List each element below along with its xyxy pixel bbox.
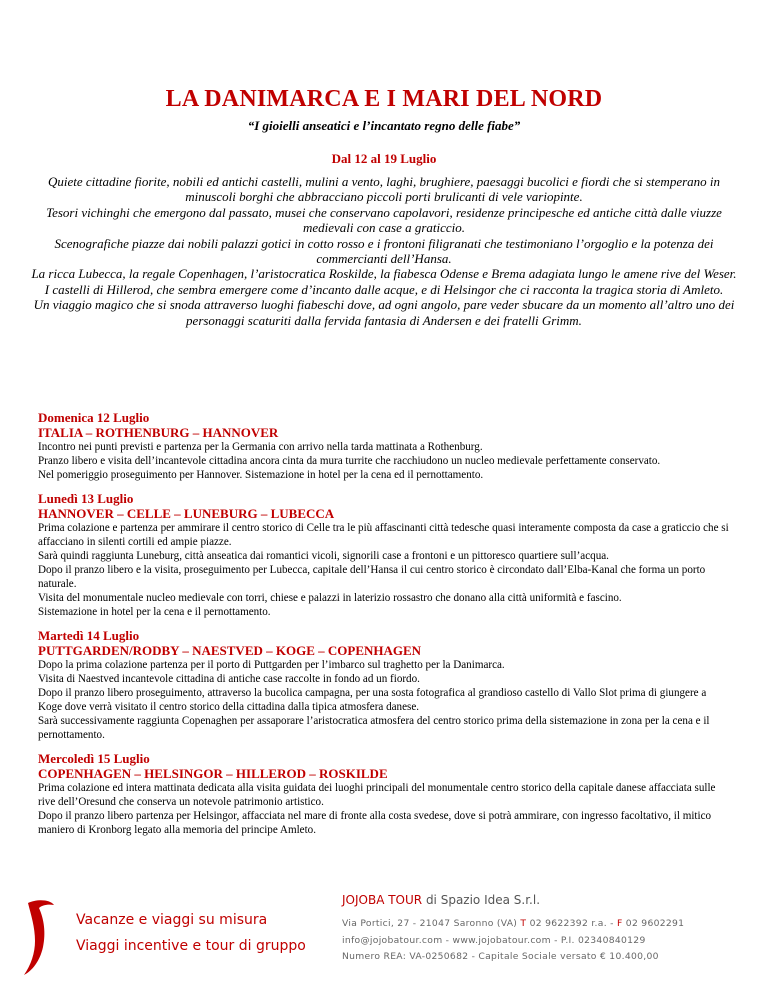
company-legal-name: di Spazio Idea S.r.l. bbox=[422, 893, 541, 907]
intro-text bbox=[24, 174, 744, 328]
intro-paragraph: Un viaggio magico che si snoda attraverso luoghi fiabeschi dove, ad ogni angolo, pare veder sbucare da un momento all’altro uno dei personaggi scaturiti dalla fervida fantasia di Andersen e dei fratelli Grimm. bbox=[33, 297, 735, 328]
company-rea: Numero REA: VA-0250682 - Capitale Sociale versato € 10.400,00 bbox=[342, 951, 659, 962]
itinerary-day bbox=[38, 628, 732, 742]
itinerary bbox=[38, 410, 732, 846]
page-subtitle: “I gioielli anseatici e l’incantato regno delle fiabe” bbox=[247, 118, 521, 133]
day-route: COPENHAGEN – HELSINGOR – HILLEROD – ROSKILDE bbox=[38, 766, 388, 781]
day-route: ITALIA – ROTHENBURG – HANNOVER bbox=[38, 425, 279, 440]
fax-number: 02 9602291 bbox=[622, 918, 685, 929]
day-paragraph: Sistemazione in hotel per la cena e il pernottamento. bbox=[38, 606, 271, 618]
company-address bbox=[342, 918, 684, 929]
fax-label: F bbox=[616, 918, 623, 929]
intro-paragraph: Quiete cittadine fiorite, nobili ed antichi castelli, mulini a vento, laghi, brughiere, paesaggi bucolici e fiordi che si stemperano in minuscoli borghi che abbracciano piccoli porti brulicanti di vele variopinte. bbox=[47, 174, 721, 205]
day-paragraph: Sarà successivamente raggiunta Copenaghen per assaporare l’aristocratica atmosfera del centro storico prima della sistemazione in zona per la cena e il pernottamento. bbox=[38, 715, 710, 741]
itinerary-day bbox=[38, 751, 732, 837]
jojoba-logo-icon bbox=[22, 897, 58, 977]
day-paragraph: Dopo il pranzo libero proseguimento, attraverso la bucolica campagna, per una sosta fotografica al grandioso castello di Vallo Slot prima di giungere a Koge dove verrà visitato il centro storico della cittadina dalla tipica atmosfera danese. bbox=[38, 687, 707, 713]
day-paragraph: Prima colazione e partenza per ammirare il centro storico di Celle tra le più affascinanti città tedesche quasi interamente composta da case a graticcio che si affacciano in silenti cortili ed ampie piazze. bbox=[38, 522, 729, 548]
intro-paragraph: I castelli di Hillerod, che sembra emergere come d’incanto dalle acque, e di Helsingor che ci racconta la tragica storia di Amleto. bbox=[44, 281, 724, 297]
day-date: Domenica 12 Luglio bbox=[38, 410, 150, 425]
day-date: Martedì 14 Luglio bbox=[38, 628, 140, 643]
day-description bbox=[38, 658, 732, 742]
day-paragraph: Pranzo libero e visita dell’incantevole cittadina ancora cinta da mura turrite che racchiudono un nucleo medievale perfettamente conservato. bbox=[38, 455, 661, 467]
intro-paragraph: Tesori vichinghi che emergono dal passato, musei che conservano capolavori, residenze principesche ed antiche città dalle viuzze medievali con case a graticcio. bbox=[46, 204, 722, 236]
day-paragraph: Nel pomeriggio proseguimento per Hannover. Sistemazione in hotel per la cena ed il pernottamento. bbox=[38, 469, 484, 481]
phone-label: T bbox=[520, 918, 527, 929]
page-title: LA DANIMARCA E I MARI DEL NORD bbox=[165, 86, 603, 112]
day-paragraph: Incontro nei punti previsti e partenza per la Germania con arrivo nella tarda mattinata a Rothenburg. bbox=[38, 441, 483, 453]
day-description bbox=[38, 781, 732, 837]
day-route: PUTTGARDEN/RODBY – NAESTVED – KOGE – COPENHAGEN bbox=[38, 643, 422, 658]
day-paragraph: Sarà quindi raggiunta Luneburg, città anseatica dai romantici vicoli, signorili case a frontoni e un pittoresco quartiere sull’acqua. bbox=[38, 550, 609, 562]
address-text: Via Portici, 27 - 21047 Saronno (VA) bbox=[342, 918, 521, 929]
tagline-incentive-tours: Viaggi incentive e tour di gruppo bbox=[76, 938, 306, 954]
day-paragraph: Prima colazione ed intera mattinata dedicata alla visita guidata dei luoghi principali del monumentale centro storico della capitale danese affacciata sulle rive dell’Oresund che conserva un notevole patrimonio artistico. bbox=[38, 782, 716, 808]
day-description bbox=[38, 521, 732, 619]
intro-paragraph: La ricca Lubecca, la regale Copenhagen, l’aristocratica Roskilde, la fiabesca Odense e Brema adagiata lungo le amene rive del Weser. bbox=[31, 266, 737, 282]
day-route: HANNOVER – CELLE – LUNEBURG – LUBECCA bbox=[38, 506, 335, 521]
day-paragraph: Dopo il pranzo libero e la visita, proseguimento per Lubecca, capitale dell’Hansa il cui centro storico è circondato dall’Elba-Kanal che forma un porto naturale. bbox=[38, 564, 706, 590]
intro-paragraph: Scenografiche piazze dai nobili palazzi gotici in cotto rosso e i frontoni filigranati che testimoniano l’orgoglio e la potenza dei commercianti dell’Hansa. bbox=[54, 235, 714, 267]
company-name bbox=[342, 893, 540, 907]
itinerary-day bbox=[38, 491, 732, 619]
day-paragraph: Dopo la prima colazione partenza per il porto di Puttgarden per l’imbarco sul traghetto per la Danimarca. bbox=[38, 659, 505, 671]
trip-dates: Dal 12 al 19 Luglio bbox=[331, 151, 437, 166]
day-paragraph: Visita di Naestved incantevole cittadina di antiche case raccolte in fondo ad un fiordo. bbox=[38, 673, 420, 685]
itinerary-day bbox=[38, 410, 732, 482]
company-brand: JOJOBA TOUR bbox=[342, 893, 423, 907]
day-paragraph: Dopo il pranzo libero partenza per Helsingor, affacciata nel mare di fronte alla costa svedese, dove si potrà ammirare, con ingresso facoltativo, il mitico maniero di Kronborg legato alla memoria del principe Amleto. bbox=[38, 810, 712, 836]
day-date: Mercoledì 15 Luglio bbox=[38, 751, 150, 766]
day-date: Lunedì 13 Luglio bbox=[38, 491, 134, 506]
day-paragraph: Visita del monumentale nucleo medievale con torri, chiese e palazzi in laterizio rossastro che donano alla città uniformità e fascino. bbox=[38, 592, 622, 604]
tagline-custom-travel: Vacanze e viaggi su misura bbox=[76, 912, 268, 928]
day-description bbox=[38, 440, 732, 482]
company-web: info@jojobatour.com - www.jojobatour.com - P.I. 02340840129 bbox=[342, 935, 646, 946]
phone-number: 02 9622392 r.a. - bbox=[526, 918, 617, 929]
